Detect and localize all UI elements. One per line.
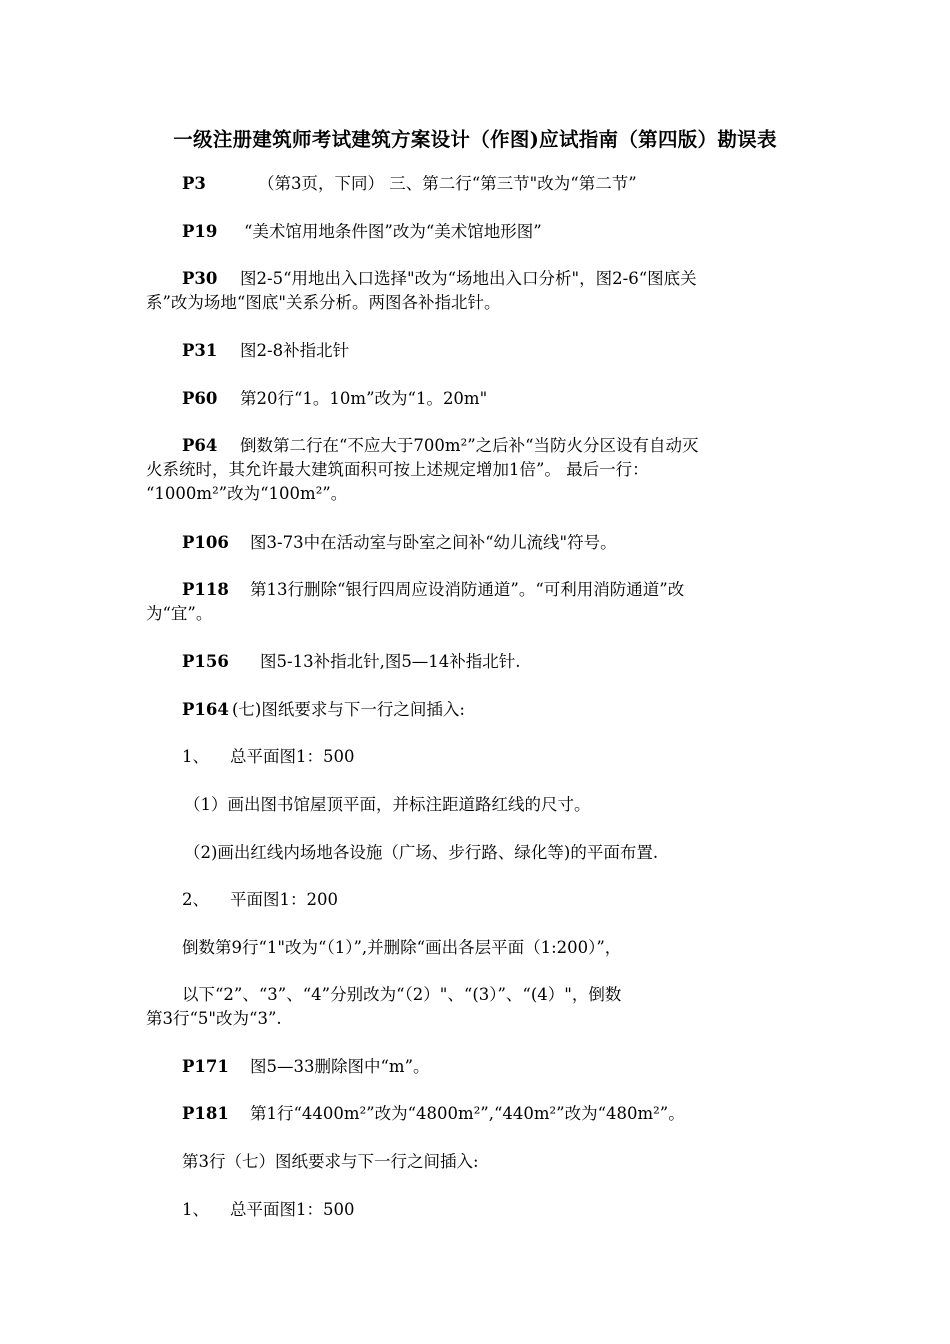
erratum-p106 xyxy=(146,531,842,555)
document-title: 一级注册建筑师考试建筑方案设计（作图)应试指南（第四版）勘误表 xyxy=(173,128,777,151)
page-ref: P164 xyxy=(182,700,229,719)
erratum-p118-cont: 为“宜”。 xyxy=(146,604,213,623)
erratum-p181 xyxy=(146,1102,842,1126)
erratum-text: 图5—33删除图中“m”。 xyxy=(250,1057,430,1076)
erratum-text: 图3-73中在活动室与卧室之间补“幼儿流线"符号。 xyxy=(250,533,617,552)
insert-item-3: 倒数第9行“1"改为“（1）”,并删除“画出各层平面（1:200）”， xyxy=(182,938,622,957)
erratum-text: 第1行“4400m²”改为“4800m²”,“440m²”改为“480m²”。 xyxy=(250,1104,685,1123)
erratum-text: 图2-8补指北针 xyxy=(240,341,350,360)
erratum-p164 xyxy=(146,698,842,722)
erratum-p19 xyxy=(146,220,842,244)
page-ref: P156 xyxy=(182,652,229,671)
page-ref: P118 xyxy=(182,580,229,599)
erratum-text: （第3页，下同） 三、第二行“第三节"改为“第二节” xyxy=(258,174,637,193)
page-ref: P181 xyxy=(182,1104,229,1123)
erratum-p64-cont1: 火系统时，其允许最大建筑面积可按上述规定增加1倍”。 最后一行： xyxy=(146,460,649,479)
page-ref: P171 xyxy=(182,1057,229,1076)
erratum-p60 xyxy=(146,387,842,411)
insert-item-1b: （2)画出红线内场地各设施（广场、步行路、绿化等)的平面布置. xyxy=(184,843,659,862)
insert-item-4: 以下“2”、“3”、“4”分别改为“（2）"、“(3）”、“(4）"，倒数 xyxy=(182,985,622,1004)
page-ref: P60 xyxy=(182,389,218,408)
erratum-text: 倒数第二行在“不应大于700m²”之后补“当防火分区设有自动灭 xyxy=(240,436,699,455)
erratum-text: “美术馆用地条件图”改为“美术馆地形图” xyxy=(244,222,542,241)
erratum-p64 xyxy=(146,434,842,458)
tail-line-2: 1、 总平面图1：500 xyxy=(182,1200,355,1219)
insert-item-1a: （1）画出图书馆屋顶平面，并标注距道路红线的尺寸。 xyxy=(184,795,591,814)
erratum-text: 第20行“1。10m”改为“1。20m" xyxy=(240,389,488,408)
erratum-p64-cont2: “1000m²”改为“100m²”。 xyxy=(146,484,348,503)
erratum-p31 xyxy=(146,339,842,363)
page-ref: P64 xyxy=(182,436,218,455)
erratum-p118 xyxy=(146,578,842,602)
erratum-p156 xyxy=(146,650,842,674)
insert-item-4-cont: 第3行“5"改为“3”. xyxy=(146,1009,282,1028)
page-ref: P31 xyxy=(182,341,218,360)
page-ref: P30 xyxy=(182,269,218,288)
erratum-p30 xyxy=(146,267,842,291)
tail-line-1: 第3行（七）图纸要求与下一行之间插入: xyxy=(182,1152,479,1171)
page-ref: P19 xyxy=(182,222,218,241)
page-ref: P3 xyxy=(182,174,206,193)
erratum-text: 图5-13补指北针,图5—14补指北针. xyxy=(260,652,521,671)
erratum-p30-cont: 系”改为场地“图底"关系分析。两图各补指北针。 xyxy=(146,293,501,312)
erratum-text: (七)图纸要求与下一行之间插入: xyxy=(232,700,465,719)
insert-item-2: 2、 平面图1：200 xyxy=(182,890,338,909)
erratum-p171 xyxy=(146,1055,842,1079)
insert-item-1: 1、 总平面图1：500 xyxy=(182,747,355,766)
erratum-text: 图2-5“用地出入口选择"改为“场地出入口分析"，图2-6“图底关 xyxy=(240,269,697,288)
page-ref: P106 xyxy=(182,533,229,552)
erratum-p3 xyxy=(146,172,842,196)
erratum-text: 第13行删除“银行四周应设消防通道”。“可利用消防通道”改 xyxy=(250,580,685,599)
